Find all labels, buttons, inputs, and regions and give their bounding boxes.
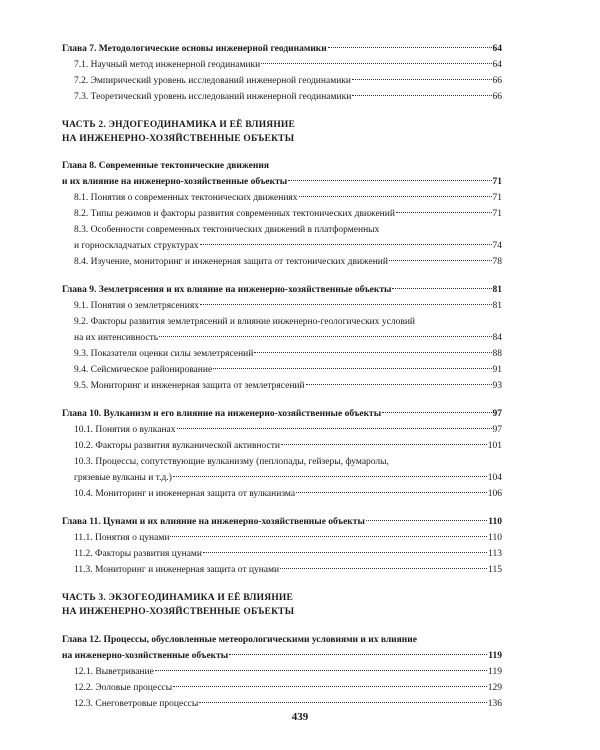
chapter-entry	[62, 176, 502, 188]
section-entry-page: 71	[492, 193, 502, 203]
section-entry-title: 7.3. Теоретический уровень исследований инженерной геодинамики	[74, 92, 352, 102]
part-heading: НА ИНЖЕНЕРНО-ХОЗЯЙСТВЕННЫЕ ОБЪЕКТЫ	[62, 607, 295, 617]
chapter-entry	[62, 650, 502, 662]
dot-leader	[366, 519, 487, 521]
section-entry-title: 11.2. Факторы развития цунами	[74, 549, 203, 559]
section-entry	[74, 424, 502, 436]
section-entry-title: 7.1. Научный метод инженерной геодинамики	[74, 60, 261, 70]
dot-leader	[155, 669, 487, 671]
chapter-entry-line: Глава 8. Современные тектонические движения	[62, 161, 269, 171]
chapter-entry	[62, 408, 502, 420]
section-entry-title: 12.3. Снеговетровые процессы	[74, 699, 199, 709]
chapter-entry-page: 97	[492, 409, 502, 419]
section-entry-title: 12.1. Выветривание	[74, 667, 154, 677]
dot-leader	[173, 475, 487, 477]
section-entry-title: 10.2. Факторы развития вулканической активности	[74, 441, 280, 451]
chapter-entry-title: Глава 9. Землетрясения и их влияние на инженерно-хозяйственные объекты	[62, 285, 392, 295]
chapter-entry-page: 81	[492, 285, 502, 295]
dot-leader	[328, 46, 492, 48]
section-entry	[74, 91, 502, 103]
dot-leader	[392, 287, 491, 289]
section-entry-title: 9.3. Показатели оценки силы землетрясений	[74, 349, 254, 359]
section-entry-page: 113	[488, 549, 502, 559]
section-entry-page: 71	[492, 209, 502, 219]
chapter-entry-line: Глава 12. Процессы, обусловленные метеорологическими условиями и их влияние	[62, 635, 417, 645]
chapter-entry-title: Глава 11. Цунами и их влияние на инженерно-хозяйственные объекты	[62, 517, 365, 527]
section-entry-title: грязевые вулканы и т.д.)	[74, 473, 172, 483]
chapter-entry-title: на инженерно-хозяйственные объекты	[62, 651, 229, 661]
section-entry-title: 12.2. Эоловые процессы	[74, 683, 173, 693]
section-entry	[74, 348, 502, 360]
chapter-entry	[62, 516, 502, 528]
part-heading: НА ИНЖЕНЕРНО-ХОЗЯЙСТВЕННЫЕ ОБЪЕКТЫ	[62, 134, 295, 144]
dot-leader	[306, 383, 492, 385]
dot-leader	[288, 179, 491, 181]
dot-leader	[203, 551, 487, 553]
dot-leader	[389, 259, 492, 261]
section-entry-title: 9.4. Сейсмическое районирование	[74, 365, 213, 375]
chapter-entry-page: 64	[492, 44, 502, 54]
section-entry-title: 10.4. Мониторинг и инженерная защита от вулканизма	[74, 489, 296, 499]
section-entry	[74, 364, 502, 376]
section-entry	[74, 300, 502, 312]
section-entry-page: 81	[492, 301, 502, 311]
section-entry	[74, 192, 502, 204]
section-entry-page: 66	[492, 76, 502, 86]
dot-leader	[173, 685, 487, 687]
section-entry-title: 11.1. Понятия о цунами	[74, 533, 170, 543]
chapter-entry-page: 119	[488, 651, 502, 661]
dot-leader	[159, 335, 491, 337]
section-entry-line: 10.3. Процессы, сопутствующие вулканизму (пеплопады, гейзеры, фумаролы,	[74, 457, 389, 467]
section-entry-title: 9.5. Мониторинг и инженерная защита от землетрясений	[74, 381, 305, 391]
dot-leader	[229, 653, 487, 655]
section-entry-title: 8.4. Изучение, мониторинг и инженерная защита от тектонических движений	[74, 257, 388, 267]
section-entry	[74, 332, 502, 344]
section-entry-page: 66	[492, 92, 502, 102]
chapter-entry	[62, 284, 502, 296]
dot-leader	[280, 567, 487, 569]
section-entry	[74, 240, 502, 252]
section-entry	[74, 698, 502, 710]
section-entry-page: 106	[487, 489, 502, 499]
dot-leader	[200, 243, 492, 245]
section-entry	[74, 256, 502, 268]
dot-leader	[299, 195, 492, 197]
section-entry-page: 97	[492, 425, 502, 435]
section-entry	[74, 59, 502, 71]
section-entry-title: 11.3. Мониторинг и инженерная защита от цунами	[74, 565, 280, 575]
section-entry	[74, 682, 502, 694]
section-entry-line: 9.2. Факторы развития землетрясений и влияние инженерно-геологических условий	[74, 317, 416, 327]
section-entry	[74, 548, 502, 560]
section-entry-title: 8.1. Понятия о современных тектонических движениях	[74, 193, 298, 203]
chapter-entry-title: и их влияние на инженерно-хозяйственные объекты	[62, 177, 288, 187]
dot-leader	[352, 78, 492, 80]
chapter-entry-title: Глава 7. Методологические основы инженерной геодинамики	[62, 44, 327, 54]
dot-leader	[177, 427, 492, 429]
section-entry-page: 64	[492, 60, 502, 70]
dot-leader	[213, 367, 491, 369]
part-heading: ЧАСТЬ 3. ЭКЗОГЕОДИНАМИКА И ЕЁ ВЛИЯНИЕ	[62, 593, 294, 603]
section-entry	[74, 564, 502, 576]
section-entry-page: 110	[488, 533, 502, 543]
section-entry-line: 8.3. Особенности современных тектонических движений в платформенных	[74, 225, 380, 235]
section-entry	[74, 208, 502, 220]
section-entry-title: 9.1. Понятия о землетрясениях	[74, 301, 199, 311]
dot-leader	[352, 94, 491, 96]
section-entry-page: 104	[487, 473, 502, 483]
section-entry-page: 93	[492, 381, 502, 391]
section-entry	[74, 75, 502, 87]
part-heading: ЧАСТЬ 2. ЭНДОГЕОДИНАМИКА И ЕЁ ВЛИЯНИЕ	[62, 120, 296, 130]
chapter-entry-title: Глава 10. Вулканизм и его влияние на инженерно-хозяйственные объекты	[62, 409, 382, 419]
dot-leader	[382, 411, 491, 413]
section-entry-page: 84	[492, 333, 502, 343]
section-entry-title: и горноскладчатых структурах	[74, 241, 199, 251]
chapter-entry-page: 110	[488, 517, 502, 527]
section-entry-page: 74	[492, 241, 502, 251]
section-entry-page: 115	[488, 565, 502, 575]
section-entry	[74, 380, 502, 392]
chapter-entry	[62, 43, 502, 55]
dot-leader	[396, 211, 492, 213]
section-entry-page: 91	[492, 365, 502, 375]
page-number: 439	[291, 711, 309, 723]
section-entry-title: 8.2. Типы режимов и факторы развития современных тектонических движений	[74, 209, 395, 219]
section-entry	[74, 666, 502, 678]
dot-leader	[261, 62, 491, 64]
section-entry	[74, 440, 502, 452]
dot-leader	[281, 443, 487, 445]
section-entry	[74, 532, 502, 544]
dot-leader	[296, 491, 487, 493]
dot-leader	[200, 303, 492, 305]
dot-leader	[254, 351, 491, 353]
dot-leader	[199, 701, 487, 703]
section-entry-title: 7.2. Эмпирический уровень исследований инженерной геодинамики	[74, 76, 351, 86]
chapter-entry-page: 71	[492, 177, 502, 187]
section-entry-page: 101	[487, 441, 502, 451]
section-entry-page: 129	[487, 683, 502, 693]
section-entry-page: 78	[492, 257, 502, 267]
dot-leader	[170, 535, 487, 537]
section-entry-title: на их интенсивность	[74, 333, 159, 343]
section-entry	[74, 472, 502, 484]
section-entry	[74, 488, 502, 500]
section-entry-page: 136	[487, 699, 502, 709]
section-entry-page: 88	[492, 349, 502, 359]
section-entry-title: 10.1. Понятия о вулканах	[74, 425, 176, 435]
section-entry-page: 119	[488, 667, 502, 677]
